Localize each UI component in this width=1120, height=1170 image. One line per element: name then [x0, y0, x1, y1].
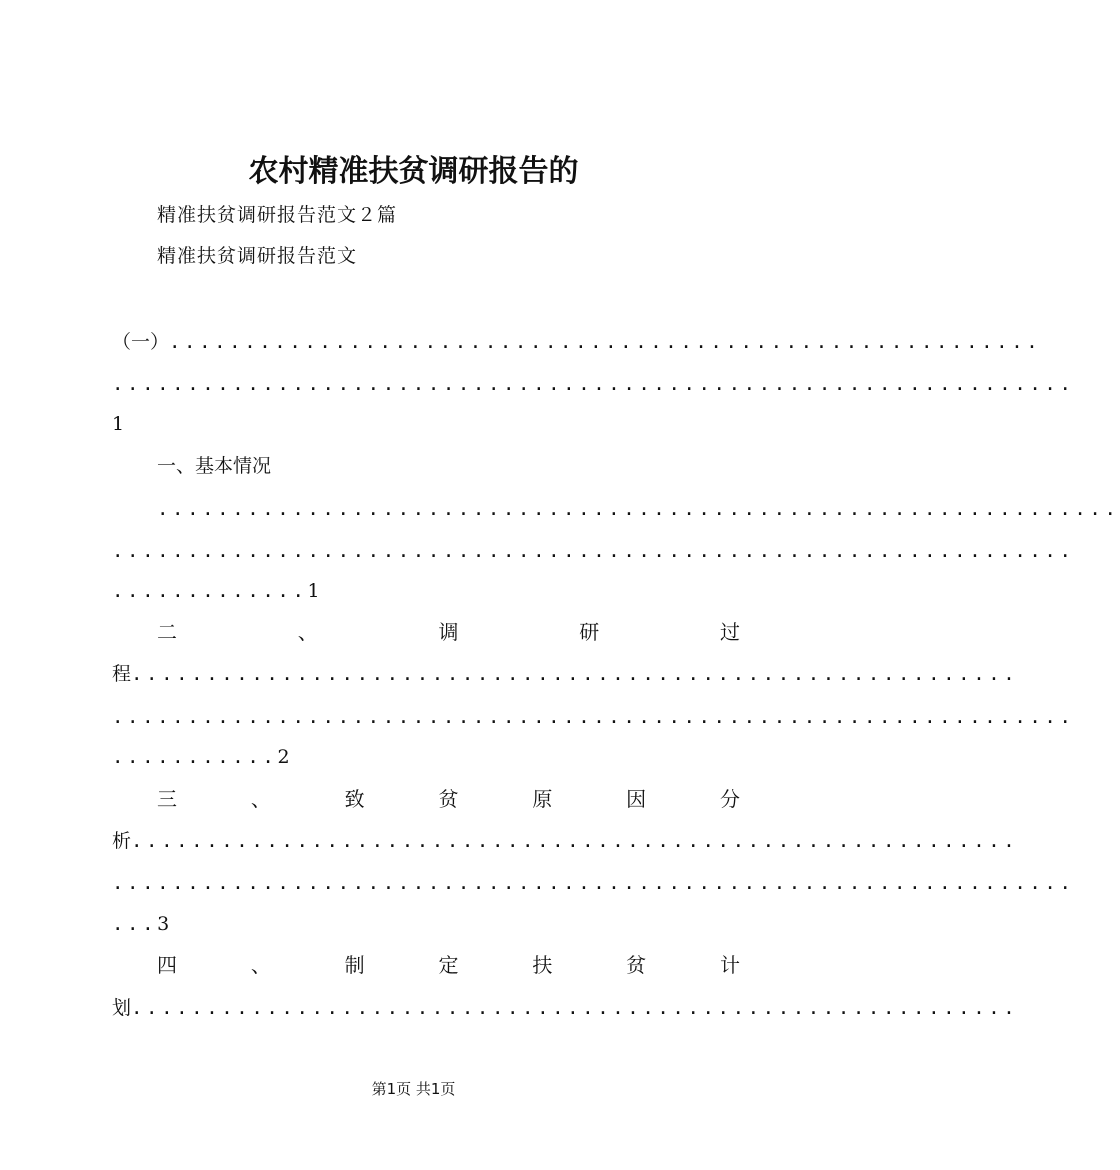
toc-item-2-tail: 程 — [112, 663, 132, 685]
toc-item-2-heading — [157, 618, 740, 646]
toc-item-3-heading — [157, 785, 740, 813]
toc-leader-dots: ............. — [112, 580, 308, 602]
toc-item-4-heading — [157, 951, 740, 979]
toc-char: 贫 — [626, 953, 647, 977]
toc-leader-row — [112, 703, 1075, 731]
toc-leader-row — [157, 495, 1120, 523]
toc-leader-row — [112, 537, 1075, 565]
toc-item-3-page: 3 — [157, 913, 170, 935]
toc-item-3-tail-row — [112, 827, 1019, 855]
page-footer: 第1页 共1页 — [371, 1080, 456, 1098]
toc-item-1-page: 1 — [307, 580, 320, 602]
toc-leader-dots: ........................................................... — [131, 997, 1019, 1019]
toc-item-1-heading — [157, 452, 740, 480]
toc-item-1-page-row — [112, 577, 740, 605]
toc-leader-dots: .......................................................... — [169, 331, 1042, 353]
toc-char: 、 — [250, 953, 271, 977]
toc-leader-dots: ........... — [112, 746, 278, 768]
toc-char: 过 — [720, 620, 740, 644]
toc-leader-dots: ........................................................... — [131, 830, 1019, 852]
toc-char: 计 — [719, 953, 740, 977]
toc-item-4-tail-row — [112, 994, 1019, 1022]
document-title: 农村精准扶贫调研报告的 — [248, 154, 579, 189]
subtitle-line-1: 精准扶贫调研报告范文２篇 — [157, 204, 398, 226]
toc-char: 贫 — [438, 787, 459, 811]
toc-item-2-page: 2 — [277, 746, 290, 768]
toc-part-label: （一） — [112, 331, 170, 353]
toc-leader-dots: ................................................................ — [157, 498, 1120, 520]
toc-char: 原 — [532, 787, 553, 811]
toc-item-3-tail: 析 — [112, 830, 132, 852]
toc-char: 、 — [250, 787, 271, 811]
subtitle-line-2: 精准扶贫调研报告范文 — [157, 245, 358, 267]
toc-leader-dots: ................................................................ — [112, 706, 1075, 728]
toc-char: 定 — [438, 953, 459, 977]
toc-leader-dots: ................................................................ — [112, 872, 1075, 894]
toc-leader-row — [112, 370, 1075, 398]
toc-char: 调 — [438, 620, 459, 644]
toc-char: 、 — [297, 620, 318, 644]
toc-char: 分 — [719, 787, 740, 811]
toc-page-number: 1 — [112, 413, 125, 435]
toc-leader-dots: ................................................................ — [112, 373, 1075, 395]
toc-item-1-text: 一、基本情况 — [157, 455, 272, 477]
toc-char: 致 — [344, 787, 365, 811]
toc-char: 三 — [157, 787, 177, 811]
toc-leader-row — [112, 869, 1075, 897]
toc-leader-dots: ........................................................... — [131, 663, 1019, 685]
toc-item-2-page-row — [112, 743, 740, 771]
toc-item-4-tail: 划 — [112, 997, 132, 1019]
toc-part-row — [112, 328, 1042, 356]
toc-char: 扶 — [532, 953, 553, 977]
toc-char: 制 — [344, 953, 365, 977]
toc-char: 因 — [626, 787, 647, 811]
toc-page-row — [112, 410, 740, 438]
toc-char: 二 — [157, 620, 177, 644]
toc-leader-dots: ................................................................ — [112, 540, 1075, 562]
toc-item-2-tail-row — [112, 660, 1019, 688]
toc-char: 研 — [579, 620, 600, 644]
toc-char: 四 — [157, 953, 177, 977]
toc-item-3-page-row — [112, 910, 740, 938]
toc-leader-dots: ... — [112, 913, 158, 935]
